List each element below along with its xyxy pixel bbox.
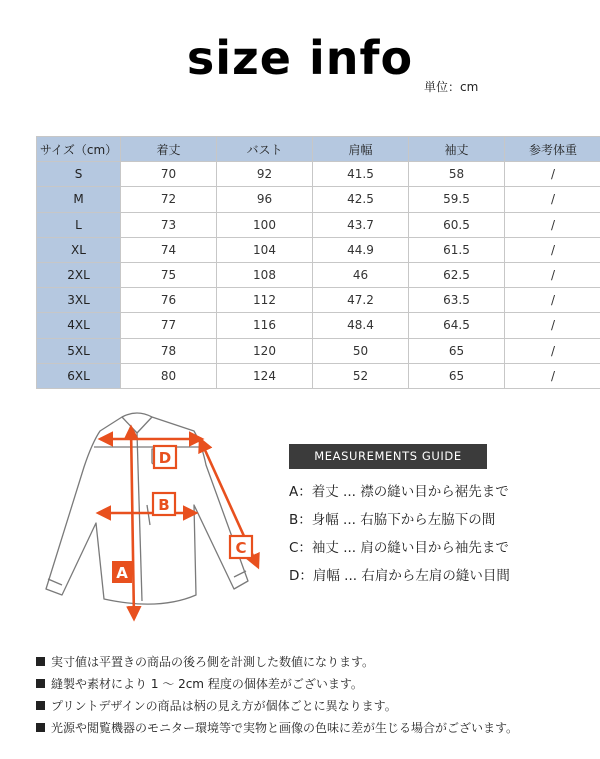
column-header: 袖丈 [409,137,505,162]
note-text: 実寸値は平置きの商品の後ろ側を計測した数値になります。 [51,655,375,669]
table-row [37,288,600,313]
square-bullet-icon [36,723,45,732]
square-bullet-icon [36,701,45,710]
table-cell: 72 [121,187,217,212]
size-label-cell: 3XL [37,288,121,313]
note-item [36,696,596,718]
column-header: サイズ（cm） [37,137,121,162]
table-cell: 120 [217,338,313,363]
note-item [36,652,596,674]
table-cell: 77 [121,313,217,338]
size-label-cell: M [37,187,121,212]
shirt-measurement-diagram [34,405,284,635]
size-table [36,136,600,389]
table-cell: 43.7 [313,212,409,237]
table-cell: 52 [313,363,409,388]
table-cell: 116 [217,313,313,338]
table-cell: 70 [121,162,217,187]
square-bullet-icon [36,679,45,688]
notes-list [36,652,596,740]
label-a: A [116,564,128,582]
table-cell: 108 [217,262,313,287]
column-header: 着丈 [121,137,217,162]
table-row [37,313,600,338]
table-cell: 47.2 [313,288,409,313]
table-cell: 62.5 [409,262,505,287]
size-label-cell: 4XL [37,313,121,338]
guide-item-c: C：袖丈 ... 肩の縫い目から袖先まで [289,540,509,556]
table-cell: / [505,162,600,187]
table-cell: / [505,313,600,338]
table-row [37,363,600,388]
note-item [36,674,596,696]
label-c: C [235,539,247,557]
guide-item-a: A：着丈 ... 襟の縫い目から裾先まで [289,484,509,500]
table-cell: 58 [409,162,505,187]
size-label-cell: 6XL [37,363,121,388]
table-cell: 60.5 [409,212,505,237]
table-cell: 73 [121,212,217,237]
table-cell: / [505,212,600,237]
table-cell: 44.9 [313,237,409,262]
table-cell: 64.5 [409,313,505,338]
measurements-guide-list [289,480,594,592]
size-label-cell: 5XL [37,338,121,363]
table-cell: 50 [313,338,409,363]
measurement-arrows [98,427,258,619]
table-cell: 74 [121,237,217,262]
size-label-cell: L [37,212,121,237]
table-cell: 78 [121,338,217,363]
table-cell: 65 [409,363,505,388]
table-cell: 104 [217,237,313,262]
table-cell: 100 [217,212,313,237]
table-cell: 48.4 [313,313,409,338]
note-text: 縫製や素材により 1 ～ 2cm 程度の個体差がございます。 [51,677,363,691]
column-header: 肩幅 [313,137,409,162]
table-cell: 75 [121,262,217,287]
unit-label: 単位：cm [424,80,479,94]
column-header: バスト [217,137,313,162]
table-cell: 41.5 [313,162,409,187]
label-b: B [158,496,170,514]
size-label-cell: XL [37,237,121,262]
size-label-cell: S [37,162,121,187]
note-text: 光源や閲覧機器のモニター環境等で実物と画像の色味に差が生じる場合がございます。 [51,721,519,735]
guide-item-b: B：身幅 ... 右脇下から左脇下の間 [289,512,496,528]
table-cell: 65 [409,338,505,363]
table-row [37,237,600,262]
label-d: D [158,449,172,467]
table-cell: 46 [313,262,409,287]
table-cell: 92 [217,162,313,187]
table-row [37,187,600,212]
table-cell: 80 [121,363,217,388]
table-row [37,162,600,187]
table-cell: / [505,262,600,287]
table-cell: / [505,288,600,313]
table-cell: 63.5 [409,288,505,313]
table-cell: 124 [217,363,313,388]
table-cell: 42.5 [313,187,409,212]
table-cell: / [505,237,600,262]
measurements-guide-heading: MEASUREMENTS GUIDE [289,444,487,469]
page-title: size info [186,31,414,85]
table-cell: / [505,363,600,388]
table-row [37,212,600,237]
table-header-row [37,137,600,162]
table-cell: 112 [217,288,313,313]
size-label-cell: 2XL [37,262,121,287]
table-row [37,338,600,363]
guide-item-d: D：肩幅 ... 右肩から左肩の縫い目間 [289,568,510,584]
column-header: 参考体重 [505,137,600,162]
note-text: プリントデザインの商品は柄の見え方が個体ごとに異なります。 [51,699,397,713]
table-cell: 96 [217,187,313,212]
table-cell: 59.5 [409,187,505,212]
shirt-outline [46,413,248,604]
table-row [37,262,600,287]
table-cell: / [505,338,600,363]
note-item [36,718,596,740]
table-cell: 76 [121,288,217,313]
square-bullet-icon [36,657,45,666]
table-cell: 61.5 [409,237,505,262]
table-cell: / [505,187,600,212]
